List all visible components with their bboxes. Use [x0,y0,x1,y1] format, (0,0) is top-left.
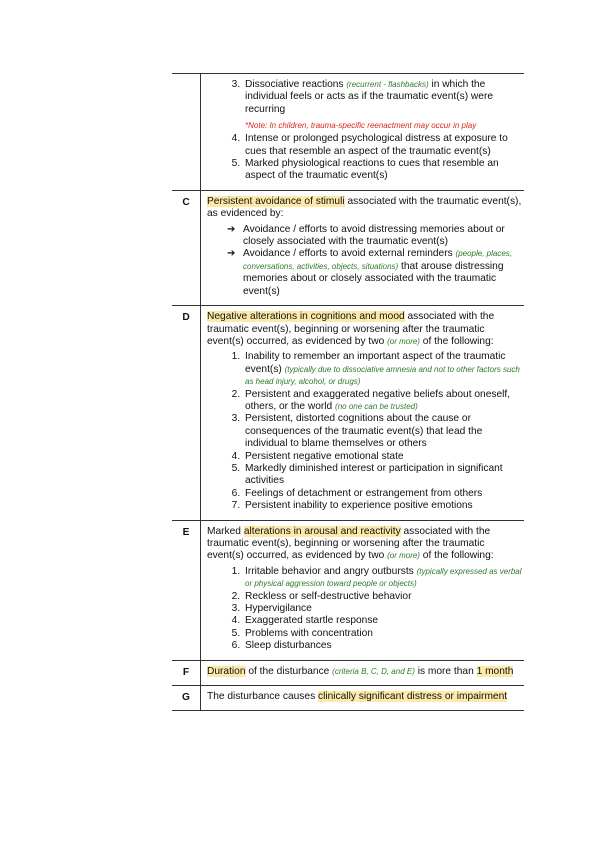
criterion-e-row [172,520,524,660]
criterion-letter: C [172,190,201,305]
list-item: 4. Intense or prolonged psychological distress at exposure to cues that resemble an aspect of the traumatic event(s) [243,133,524,158]
list-item: ➔ Avoidance / efforts to avoid external reminders (people, places, conversations, activities, objects, situations) that arouse distressing memories about or closely associated with the traumatic event(s) [227,248,513,297]
criteria-table [172,73,524,711]
qualifier-note: (or more) [387,336,420,346]
criterion-highlight: clinically significant distress or impairment [318,691,508,703]
list-item: 6. Sleep disturbances [243,640,524,652]
criterion-body: Marked alterations in arousal and reactivity associated with the traumatic event(s), beginning or worsening after the traumatic event(s) occurred, as evidenced by two (or more) of the following: 1. Irritable behavior and angry outbursts (typically expressed as verbal or physical aggression toward people or objects) 2. Reckless or self-destructive behavior 3. Hypervigilance 4. Exaggerated startle response 5. Problems with concentration 6. Sleep disturbances [201,520,525,660]
numbered-list [207,79,524,183]
arrow-icon: ➔ [227,248,236,260]
criterion-g-row [172,686,524,711]
criterion-body [201,74,525,191]
criterion-letter: G [172,686,201,711]
list-item: 3. Dissociative reactions (recurrent - flashbacks) in which the individual feels or acts as if the traumatic event(s) were recurring *Note: In children, trauma-specific reenactment may occur in play [243,79,524,131]
list-item: 2. Persistent and exaggerated negative beliefs about oneself, others, or the world (no one can be trusted) [243,389,524,414]
criterion-d-row [172,306,524,521]
qualifier-note: (recurrent - flashbacks) [346,80,429,89]
list-item: 6. Feelings of detachment or estrangement from others [243,488,524,500]
criterion-highlight: Duration [207,665,246,677]
criterion-letter: F [172,660,201,685]
criterion-letter: D [172,306,201,521]
list-item: 5. Markedly diminished interest or participation in significant activities [243,463,524,488]
list-item: 5. Problems with concentration [243,628,524,640]
criterion-body: Persistent avoidance of stimuli associated with the traumatic event(s), as evidenced by: ➔ Avoidance / efforts to avoid distressing memories about or closely associated with the traumatic event(s) ➔ Avoidance / efforts to avoid external reminders (people, places, conversations, activities, objects, situations) that arouse distressing memories about or closely associated with the traumatic event(s) [201,190,525,305]
criterion-highlight: Negative alterations in cognitions and mood [207,311,405,323]
criterion-body: Duration of the disturbance (criteria B, C, D, and E) is more than 1 month [201,660,525,685]
criterion-c-row [172,190,524,305]
list-item: ➔ Avoidance / efforts to avoid distressing memories about or closely associated with the traumatic event(s) [227,223,505,248]
list-item: 4. Exaggerated startle response [243,615,524,627]
list-item: 2. Reckless or self-destructive behavior [243,591,524,603]
criterion-body: The disturbance causes clinically significant distress or impairment [201,686,525,711]
criterion-letter-cell [172,74,201,191]
criterion-b-continued-row [172,74,524,191]
criterion-body: Negative alterations in cognitions and mood associated with the traumatic event(s), beginning or worsening after the traumatic event(s) occurred, as evidenced by two (or more) of the following: 1. Inability to remember an important aspect of the traumatic event(s) (typically due to dissociative amnesia and not to other factors such as head injury, alcohol, or drugs) 2. Persistent and exaggerated negative beliefs about oneself, others, or the world (no one can be trusted) 3. Persistent, distorted cognitions about the cause or consequences of the traumatic event(s) that lead the individual to blame themselves or others 4. Persistent negative emotional state 5. Markedly diminished interest or participation in significant activities 6. Feelings of detachment or estrangement from others 7. Persistent inability to experience positive emotions [201,306,525,521]
qualifier-note: (typically expressed as verbal or physical aggression toward people or objects) [245,566,522,589]
qualifier-note: (people, places, conversations, activities, objects, situations) [243,249,513,271]
qualifier-note: (no one can be trusted) [335,401,418,411]
list-item: 3. Hypervigilance [243,603,524,615]
criterion-highlight: alterations in arousal and reactivity [243,525,401,537]
qualifier-note: (criteria B, C, D, and E) [332,666,415,676]
qualifier-note: (typically due to dissociative amnesia and not to other factors such as head injury, alcohol, or drugs) [245,364,520,387]
numbered-list [207,351,524,512]
arrow-icon: ➔ [227,223,236,235]
list-item: 1. Irritable behavior and angry outbursts (typically expressed as verbal or physical aggression toward people or objects) [243,566,524,591]
list-item: 1. Inability to remember an important aspect of the traumatic event(s) (typically due to dissociative amnesia and not to other factors such as head injury, alcohol, or drugs) [243,351,524,388]
criterion-highlight: Persistent avoidance of stimuli [207,195,345,207]
qualifier-note: (or more) [387,551,420,561]
list-item: 5. Marked physiological reactions to cues that resemble an aspect of the traumatic event(s) [243,158,524,183]
list-item: 7. Persistent inability to experience positive emotions [243,500,524,512]
children-note: *Note: In children, trauma-specific reenactment may occur in play [245,121,477,131]
numbered-list [207,566,524,653]
list-item: 3. Persistent, distorted cognitions about the cause or consequences of the traumatic event(s) that lead the individual to blame themselves or others [243,413,524,450]
list-item: 4. Persistent negative emotional state [243,451,524,463]
duration-highlight: 1 month [476,665,514,677]
arrow-list [207,224,524,298]
criterion-letter: E [172,520,201,660]
criterion-f-row [172,660,524,685]
